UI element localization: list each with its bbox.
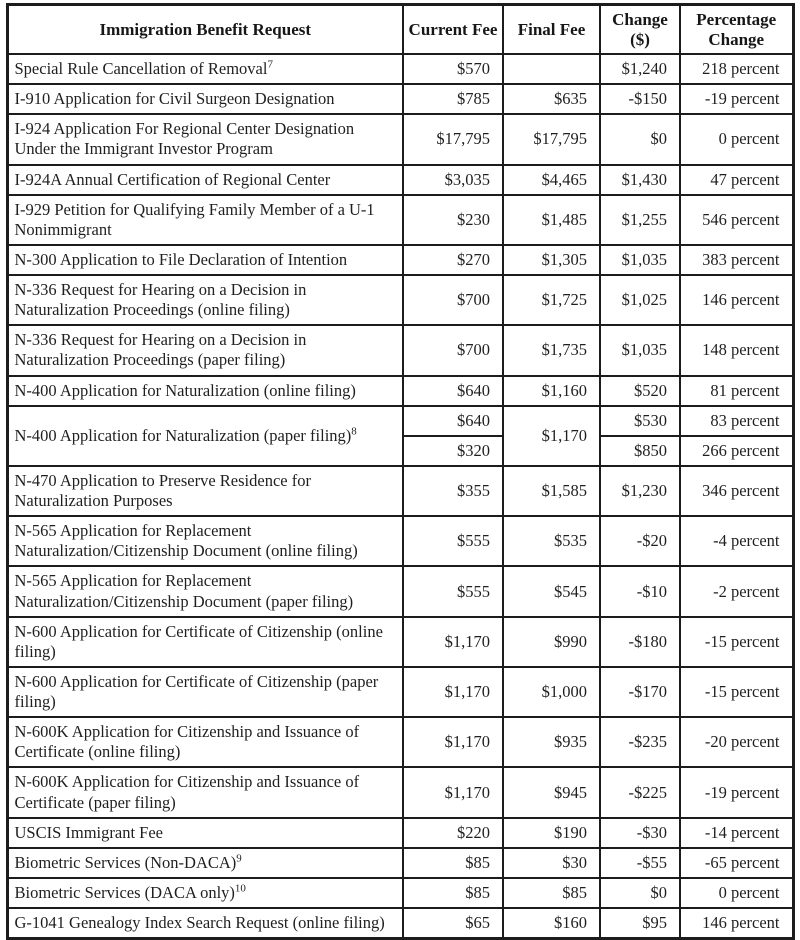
current-fee-cell: $640 <box>403 406 503 436</box>
current-fee-cell: $320 <box>403 436 503 466</box>
table-row <box>7 466 793 516</box>
table-row <box>7 566 793 616</box>
benefit-request-label: I-924 Application For Regional Center Designation Under the Immigrant Investor Program <box>14 119 355 159</box>
current-fee-cell: $570 <box>403 54 503 84</box>
percent-change-cell: -19 percent <box>680 84 793 114</box>
percent-change-cell: -15 percent <box>680 667 793 717</box>
percent-change-cell: 266 percent <box>680 436 793 466</box>
benefit-request-cell <box>7 908 403 939</box>
current-fee-cell: $1,170 <box>403 717 503 767</box>
final-fee-cell: $85 <box>503 878 600 908</box>
current-fee-cell: $700 <box>403 275 503 325</box>
table-row <box>7 245 793 275</box>
header-row <box>7 5 793 55</box>
change-cell: $1,025 <box>600 275 680 325</box>
final-fee-cell: $1,160 <box>503 376 600 406</box>
benefit-request-cell <box>7 566 403 616</box>
table-row <box>7 516 793 566</box>
fee-table-body <box>7 54 793 939</box>
percent-change-cell: 146 percent <box>680 275 793 325</box>
current-fee-cell: $640 <box>403 376 503 406</box>
percent-change-cell: 546 percent <box>680 195 793 245</box>
benefit-request-label: USCIS Immigrant Fee <box>14 822 163 842</box>
final-fee-cell: $1,725 <box>503 275 600 325</box>
final-fee-cell: $1,000 <box>503 667 600 717</box>
footnote-marker: 10 <box>234 882 246 895</box>
benefit-request-label: I-929 Petition for Qualifying Family Member of a U-1 Nonimmigrant <box>14 199 375 239</box>
benefit-request-cell <box>7 878 403 908</box>
final-fee-cell: $17,795 <box>503 114 600 164</box>
benefit-request-label: N-565 Application for Replacement Naturalization/Citizenship Document (paper filing) <box>14 571 354 611</box>
current-fee-cell: $65 <box>403 908 503 939</box>
percent-change-cell: 47 percent <box>680 165 793 195</box>
change-cell: -$20 <box>600 516 680 566</box>
change-cell: $1,035 <box>600 325 680 375</box>
change-cell: $95 <box>600 908 680 939</box>
benefit-request-cell <box>7 466 403 516</box>
col-header-percentage-change: Percentage Change <box>680 5 793 55</box>
current-fee-cell: $270 <box>403 245 503 275</box>
final-fee-cell: $30 <box>503 848 600 878</box>
table-row <box>7 908 793 939</box>
final-fee-cell: $1,170 <box>503 406 600 466</box>
benefit-request-cell <box>7 767 403 817</box>
table-row <box>7 165 793 195</box>
table-row <box>7 617 793 667</box>
percent-change-cell: 346 percent <box>680 466 793 516</box>
change-cell: -$180 <box>600 617 680 667</box>
table-row <box>7 878 793 908</box>
final-fee-cell: $535 <box>503 516 600 566</box>
benefit-request-label: Special Rule Cancellation of Removal <box>14 59 268 79</box>
percent-change-cell: 0 percent <box>680 114 793 164</box>
benefit-request-label: N-600 Application for Certificate of Citizenship (paper filing) <box>14 671 379 712</box>
final-fee-cell: $935 <box>503 717 600 767</box>
table-row <box>7 195 793 245</box>
percent-change-cell: -19 percent <box>680 767 793 817</box>
final-fee-cell: $1,735 <box>503 325 600 375</box>
table-row <box>7 84 793 114</box>
benefit-request-label: G-1041 Genealogy Index Search Request (online filing) <box>14 913 385 933</box>
table-row <box>7 114 793 164</box>
current-fee-cell: $17,795 <box>403 114 503 164</box>
percent-change-cell: 83 percent <box>680 406 793 436</box>
benefit-request-label: N-300 Application to File Declaration of Intention <box>14 249 348 269</box>
change-cell: -$10 <box>600 566 680 616</box>
change-cell: -$225 <box>600 767 680 817</box>
footnote-marker: 8 <box>351 425 357 438</box>
benefit-request-label: N-400 Application for Naturalization (online filing) <box>14 380 356 400</box>
col-header-final-fee: Final Fee <box>503 5 600 55</box>
benefit-request-cell <box>7 165 403 195</box>
percent-change-cell: -4 percent <box>680 516 793 566</box>
benefit-request-cell <box>7 325 403 375</box>
change-cell: $530 <box>600 406 680 436</box>
current-fee-cell: $355 <box>403 466 503 516</box>
percent-change-cell: 0 percent <box>680 878 793 908</box>
final-fee-cell: $160 <box>503 908 600 939</box>
final-fee-cell: $945 <box>503 767 600 817</box>
table-row <box>7 848 793 878</box>
change-cell: $850 <box>600 436 680 466</box>
change-cell: $1,230 <box>600 466 680 516</box>
current-fee-cell: $1,170 <box>403 667 503 717</box>
change-cell: $1,035 <box>600 245 680 275</box>
benefit-request-cell <box>7 848 403 878</box>
table-row <box>7 325 793 375</box>
current-fee-cell: $785 <box>403 84 503 114</box>
table-row <box>7 767 793 817</box>
benefit-request-label: Biometric Services (Non-DACA) <box>14 852 237 872</box>
change-cell: -$55 <box>600 848 680 878</box>
benefit-request-label: I-910 Application for Civil Surgeon Designation <box>14 89 335 109</box>
final-fee-cell: $1,585 <box>503 466 600 516</box>
benefit-request-cell <box>7 818 403 848</box>
table-row <box>7 376 793 406</box>
benefit-request-cell <box>7 84 403 114</box>
benefit-request-label: N-470 Application to Preserve Residence for Naturalization Purposes <box>14 470 311 511</box>
current-fee-cell: $230 <box>403 195 503 245</box>
benefit-request-cell <box>7 195 403 245</box>
fee-table <box>6 3 795 940</box>
final-fee-cell: $190 <box>503 818 600 848</box>
current-fee-cell: $85 <box>403 848 503 878</box>
footnote-marker: 9 <box>236 852 242 865</box>
final-fee-cell: $1,305 <box>503 245 600 275</box>
percent-change-cell: 81 percent <box>680 376 793 406</box>
percent-change-cell: -15 percent <box>680 617 793 667</box>
benefit-request-cell <box>7 406 403 466</box>
final-fee-cell: $990 <box>503 617 600 667</box>
table-row <box>7 717 793 767</box>
benefit-request-label: N-565 Application for Replacement Naturalization/Citizenship Document (online filing) <box>14 521 358 561</box>
benefit-request-cell <box>7 54 403 84</box>
change-cell: $520 <box>600 376 680 406</box>
col-header-change-dollars: Change ($) <box>600 5 680 55</box>
percent-change-cell: -65 percent <box>680 848 793 878</box>
change-cell: -$30 <box>600 818 680 848</box>
change-cell: $1,430 <box>600 165 680 195</box>
benefit-request-label: N-600K Application for Citizenship and Issuance of Certificate (online filing) <box>14 722 360 762</box>
table-row <box>7 667 793 717</box>
change-cell: $0 <box>600 878 680 908</box>
table-row <box>7 275 793 325</box>
current-fee-cell: $555 <box>403 516 503 566</box>
percent-change-cell: 148 percent <box>680 325 793 375</box>
benefit-request-cell <box>7 717 403 767</box>
table-row <box>7 818 793 848</box>
percent-change-cell: -2 percent <box>680 566 793 616</box>
benefit-request-cell <box>7 617 403 667</box>
benefit-request-label: I-924A Annual Certification of Regional Center <box>14 169 331 189</box>
col-header-current-fee: Current Fee <box>403 5 503 55</box>
current-fee-cell: $1,170 <box>403 617 503 667</box>
benefit-request-label: N-600 Application for Certificate of Citizenship (online filing) <box>14 621 383 661</box>
change-cell: $1,240 <box>600 54 680 84</box>
benefit-request-cell <box>7 376 403 406</box>
final-fee-cell: $1,485 <box>503 195 600 245</box>
table-row <box>7 406 793 436</box>
percent-change-cell: 383 percent <box>680 245 793 275</box>
benefit-request-label: Biometric Services (DACA only) <box>14 882 235 902</box>
current-fee-cell: $85 <box>403 878 503 908</box>
change-cell: -$170 <box>600 667 680 717</box>
benefit-request-cell <box>7 516 403 566</box>
benefit-request-label: N-336 Request for Hearing on a Decision in Naturalization Proceedings (online filing) <box>14 280 307 320</box>
current-fee-cell: $700 <box>403 325 503 375</box>
benefit-request-label: N-400 Application for Naturalization (paper filing) <box>14 425 352 445</box>
current-fee-cell: $555 <box>403 566 503 616</box>
current-fee-cell: $220 <box>403 818 503 848</box>
final-fee-cell: $635 <box>503 84 600 114</box>
current-fee-cell: $3,035 <box>403 165 503 195</box>
change-cell: -$235 <box>600 717 680 767</box>
final-fee-cell: $545 <box>503 566 600 616</box>
table-row <box>7 54 793 84</box>
change-cell: -$150 <box>600 84 680 114</box>
footnote-marker: 7 <box>267 58 273 71</box>
benefit-request-label: N-336 Request for Hearing on a Decision in Naturalization Proceedings (paper filing) <box>14 330 307 370</box>
percent-change-cell: 218 percent <box>680 54 793 84</box>
final-fee-cell: $4,465 <box>503 165 600 195</box>
percent-change-cell: 146 percent <box>680 908 793 939</box>
benefit-request-cell <box>7 245 403 275</box>
benefit-request-label: N-600K Application for Citizenship and Issuance of Certificate (paper filing) <box>14 772 360 812</box>
final-fee-cell <box>503 54 600 84</box>
benefit-request-cell <box>7 114 403 164</box>
benefit-request-cell <box>7 275 403 325</box>
percent-change-cell: -14 percent <box>680 818 793 848</box>
benefit-request-cell <box>7 667 403 717</box>
current-fee-cell: $1,170 <box>403 767 503 817</box>
percent-change-cell: -20 percent <box>680 717 793 767</box>
change-cell: $0 <box>600 114 680 164</box>
change-cell: $1,255 <box>600 195 680 245</box>
col-header-benefit-request: Immigration Benefit Request <box>7 5 403 55</box>
